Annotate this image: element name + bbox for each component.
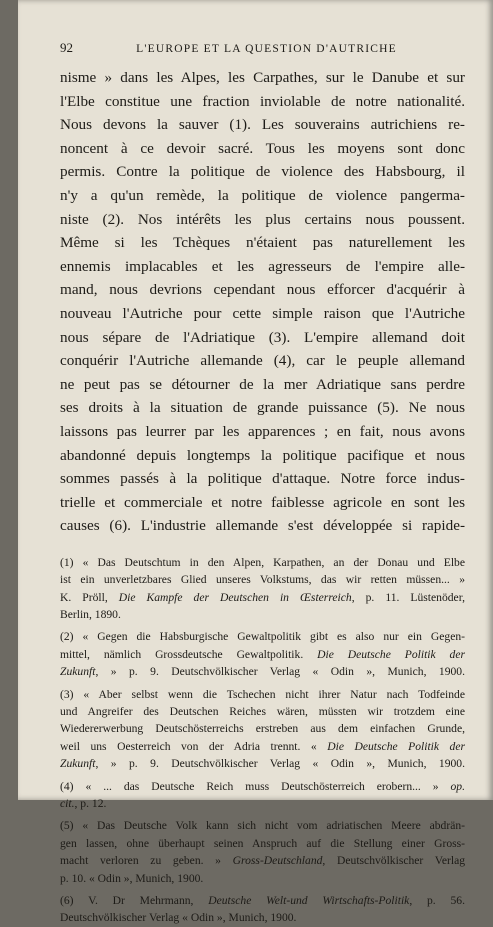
body-line: nisme » dans les Alpes, les Carpathes, sur le Danube et sur	[60, 69, 465, 86]
footnote-text: weil uns Oesterreich von der Adria trennt. «	[60, 739, 328, 753]
body-line: noncent à ce devoir sacré. Tous les moyens sont donc	[60, 139, 465, 157]
footnote-line: gen lassen, ohne überhaupt seinen Anspruch auf die Stellung einer Gross-	[60, 836, 465, 850]
body-line: nouveau l'Autriche pour cette simple raison que l'Autriche	[60, 304, 465, 322]
footnote-line: (2) « Gegen die Habsburgische Gewaltpolitik gibt es also nur ein Gegen-	[60, 630, 465, 644]
body-line: ne peut pas se détourner de la mer Adriatique sans perdre	[60, 375, 465, 393]
citation-detail: , p. 12.	[74, 796, 107, 810]
footnote-line	[60, 646, 465, 663]
body-line: n'y a qu'un remède, la politique de violence pangerma-	[60, 186, 465, 204]
footnote-line	[60, 778, 465, 795]
body-line: ses droits à la situation de grande puissance (5). Ne nous	[60, 399, 465, 417]
body-line: Nous devons la sauver (1). Les souverains autrichiens re-	[60, 116, 465, 134]
page-header	[60, 40, 465, 62]
footnote-line: Wiedererwerbung Deutschösterreichs erstreben aus dem einfachen Grunde,	[60, 722, 465, 736]
author-name: (6) V. Dr Mehrmann,	[60, 893, 209, 907]
text-block	[60, 40, 465, 927]
footnote-line: p. 10. « Odin », Munich, 1900.	[60, 871, 204, 885]
body-line: Même si les Tchèques n'étaient pas naturellement les	[60, 234, 465, 252]
footnote-line: (1) « Das Deutschtum in den Alpen, Karpathen, an der Donau und Elbe	[60, 555, 465, 569]
footnote-4	[60, 778, 465, 813]
body-line: mand, nous devrions cependant nous efforcer d'acquérir à	[60, 281, 465, 299]
footnote-3	[60, 686, 465, 773]
footnote-line: Deutschvölkischer Verlag « Odin », Munich, 1900.	[60, 911, 297, 925]
body-line: l'Elbe constitue une fraction inviolable de notre nationalité.	[60, 92, 465, 110]
citation-detail: , » p. 9. Deutschvölkischer Verlag « Odin », Munich, 1900.	[95, 757, 465, 771]
body-line: sommes passés à la politique d'attaque. Notre force indus-	[60, 470, 465, 488]
footnote-2	[60, 628, 465, 680]
footnote-line	[60, 795, 465, 812]
footnote-line: Berlin, 1890.	[60, 608, 121, 622]
footnote-line: ist ein unverletzbares Glied unseres Volkstums, das wir retten müssen... »	[60, 573, 465, 587]
footnote-6	[60, 892, 465, 927]
footnote-line	[60, 738, 465, 755]
citation-detail: , p. 11. Lüstenöder,	[351, 590, 465, 604]
body-line: trielle et commerciale et notre faiblesse agricole en sont les	[60, 493, 465, 511]
body-line: niste (2). Nos intérêts les plus certains nous poussent.	[60, 210, 465, 228]
book-title: Deutsche Welt-und Wirtschafts-Politik	[208, 893, 410, 907]
body-line: nous sépare de l'Adriatique (3). L'empire allemand doit	[60, 328, 465, 346]
running-head: L'EUROPE ET LA QUESTION D'AUTRICHE	[136, 43, 397, 55]
page-number: 92	[60, 40, 73, 55]
footnote-line: (5) « Das Deutsche Volk kann sich nicht vom adriatischen Meere abdrän-	[60, 819, 465, 833]
footnote-line	[60, 663, 465, 680]
book-title: Zukunft	[60, 665, 96, 679]
book-page	[18, 0, 493, 925]
main-text	[60, 66, 465, 538]
book-title: Gross-Deutschland	[232, 854, 323, 868]
footnote-5	[60, 817, 465, 887]
footnotes	[60, 554, 465, 927]
book-title: Die Kampfe der Deutschen in Œsterreich	[118, 590, 352, 604]
body-line: permis. Contre la politique de violence des Habsbourg, il	[60, 163, 465, 181]
footnote-line: und Angreifer des Deutschen Reiches wären, müssten wir trotzdem eine	[60, 705, 465, 718]
citation-abbrev: op.	[450, 779, 465, 793]
book-title: Zukunft	[60, 757, 96, 771]
citation-detail: , Deutschvölkischer Verlag	[322, 854, 466, 868]
body-line: conquérir l'Autriche allemande (4), car le peuple allemand	[60, 352, 465, 370]
citation-detail: , » p. 9. Deutschvölkischer Verlag « Odin », Munich, 1900.	[95, 665, 465, 679]
footnote-text: macht verloren zu geben. »	[60, 854, 233, 868]
footnote-line	[60, 755, 465, 772]
footnote-line	[60, 852, 465, 869]
body-line: abandonné depuis longtemps la politique pacifique et nous	[60, 446, 465, 464]
body-line: laissons pas leurrer par les apparences ; en fait, nous avons	[60, 422, 465, 440]
footnote-line	[60, 892, 465, 909]
book-title: Die Deutsche Politik der	[327, 739, 466, 753]
footnote-line	[60, 589, 465, 606]
citation-detail: , p. 56.	[409, 893, 465, 907]
footnote-text: (4) « ... das Deutsche Reich muss Deutschösterreich erobern... »	[60, 779, 451, 793]
footnote-1	[60, 554, 465, 624]
body-line: ennemis implacables et les agresseurs de l'empire alle-	[60, 257, 465, 275]
footnote-text: mittel, nämlich Grossdeutsche Gewaltpolitik.	[60, 647, 318, 661]
author-name: K. Pröll,	[60, 590, 119, 604]
citation-abbrev: cit.	[60, 796, 75, 810]
body-line: causes (6). L'industrie allemande s'est développée si rapide-	[60, 517, 465, 535]
book-title: Die Deutsche Politik der	[317, 647, 466, 661]
footnote-line: (3) « Aber selbst wenn die Tschechen nicht ihrer Natur nach Todfeinde	[60, 687, 465, 701]
